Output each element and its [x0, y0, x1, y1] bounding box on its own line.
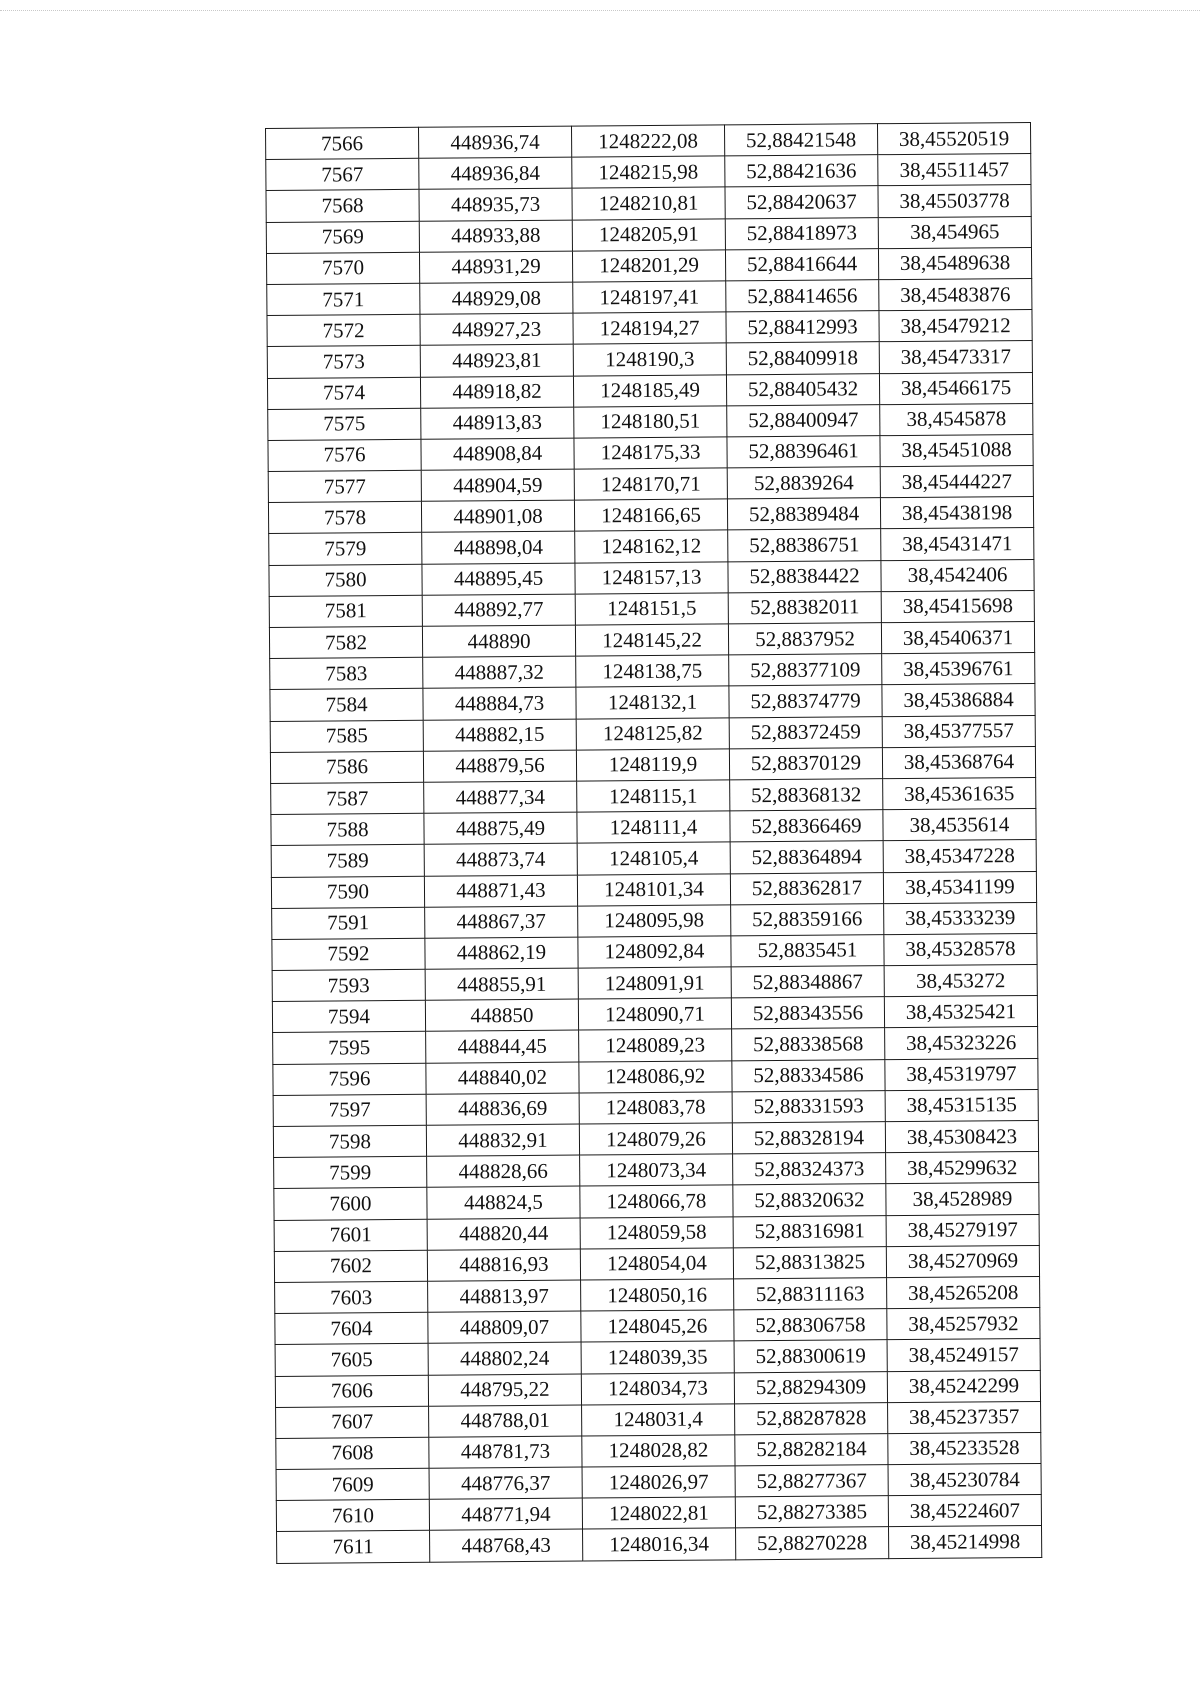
point-number-cell: 7580 [269, 564, 422, 596]
longitude-cell: 38,45406371 [881, 621, 1034, 653]
point-number-cell: 7595 [273, 1032, 426, 1064]
longitude-cell: 38,45473317 [879, 341, 1032, 373]
point-number-cell: 7605 [275, 1344, 428, 1376]
x-coordinate-cell: 448884,73 [423, 687, 576, 719]
y-coordinate-cell: 1248022,81 [582, 1497, 735, 1529]
x-coordinate-cell: 448877,34 [424, 781, 577, 813]
y-coordinate-cell: 1248059,58 [580, 1216, 733, 1248]
point-number-cell: 7585 [270, 720, 423, 752]
point-number-cell: 7610 [276, 1500, 429, 1532]
latitude-cell: 52,88331593 [732, 1090, 885, 1122]
x-coordinate-cell: 448933,88 [419, 220, 572, 252]
latitude-cell: 52,88362817 [730, 872, 883, 904]
y-coordinate-cell: 1248151,5 [575, 593, 728, 625]
longitude-cell: 38,45368764 [882, 746, 1035, 778]
y-coordinate-cell: 1248045,26 [581, 1310, 734, 1342]
y-coordinate-cell: 1248086,92 [579, 1060, 732, 1092]
y-coordinate-cell: 1248119,9 [576, 749, 729, 781]
latitude-cell: 52,88374779 [729, 685, 882, 717]
longitude-cell: 38,45237357 [888, 1401, 1041, 1433]
point-number-cell: 7609 [276, 1468, 429, 1500]
longitude-cell: 38,45265208 [887, 1276, 1040, 1308]
longitude-cell: 38,45431471 [881, 528, 1034, 560]
y-coordinate-cell: 1248016,34 [583, 1528, 736, 1560]
y-coordinate-cell: 1248215,98 [572, 156, 725, 188]
point-number-cell: 7598 [273, 1125, 426, 1157]
point-number-cell: 7601 [274, 1219, 427, 1251]
latitude-cell: 52,88396461 [727, 436, 880, 468]
longitude-cell: 38,45466175 [879, 372, 1032, 404]
x-coordinate-cell: 448929,08 [420, 282, 573, 314]
latitude-cell: 52,88316981 [733, 1215, 886, 1247]
point-number-cell: 7584 [270, 689, 423, 721]
latitude-cell: 52,88382011 [728, 591, 881, 623]
x-coordinate-cell: 448901,08 [421, 500, 574, 532]
y-coordinate-cell: 1248089,23 [579, 1029, 732, 1061]
latitude-cell: 52,88370129 [729, 747, 882, 779]
y-coordinate-cell: 1248095,98 [578, 905, 731, 937]
longitude-cell: 38,45308423 [885, 1120, 1038, 1152]
x-coordinate-cell: 448879,56 [423, 750, 576, 782]
latitude-cell: 52,8835451 [731, 935, 884, 967]
y-coordinate-cell: 1248190,3 [573, 343, 726, 375]
x-coordinate-cell: 448918,82 [420, 376, 573, 408]
x-coordinate-cell: 448820,44 [427, 1218, 580, 1250]
x-coordinate-cell: 448824,5 [427, 1186, 580, 1218]
y-coordinate-cell: 1248101,34 [577, 873, 730, 905]
y-coordinate-cell: 1248028,82 [582, 1435, 735, 1467]
latitude-cell: 52,88328194 [732, 1122, 885, 1154]
x-coordinate-cell: 448908,84 [421, 438, 574, 470]
x-coordinate-cell: 448802,24 [428, 1342, 581, 1374]
y-coordinate-cell: 1248090,71 [578, 998, 731, 1030]
longitude-cell: 38,45242299 [887, 1370, 1040, 1402]
latitude-cell: 52,88324373 [733, 1153, 886, 1185]
point-number-cell: 7590 [271, 876, 424, 908]
y-coordinate-cell: 1248166,65 [574, 499, 727, 531]
point-number-cell: 7583 [270, 657, 423, 689]
point-number-cell: 7570 [266, 252, 419, 284]
latitude-cell: 52,88306758 [734, 1309, 887, 1341]
x-coordinate-cell: 448855,91 [425, 968, 578, 1000]
latitude-cell: 52,88348867 [731, 966, 884, 998]
x-coordinate-cell: 448890 [422, 625, 575, 657]
point-number-cell: 7578 [268, 502, 421, 534]
latitude-cell: 52,88372459 [729, 716, 882, 748]
x-coordinate-cell: 448795,22 [428, 1374, 581, 1406]
point-number-cell: 7581 [269, 595, 422, 627]
y-coordinate-cell: 1248162,12 [575, 530, 728, 562]
latitude-cell: 52,88400947 [727, 404, 880, 436]
y-coordinate-cell: 1248083,78 [579, 1092, 732, 1124]
latitude-cell: 52,88320632 [733, 1184, 886, 1216]
y-coordinate-cell: 1248222,08 [571, 125, 724, 157]
latitude-cell: 52,8837952 [728, 623, 881, 655]
y-coordinate-cell: 1248170,71 [574, 468, 727, 500]
longitude-cell: 38,45377557 [882, 715, 1035, 747]
x-coordinate-cell: 448781,73 [429, 1436, 582, 1468]
point-number-cell: 7599 [274, 1156, 427, 1188]
latitude-cell: 52,88416644 [725, 248, 878, 280]
y-coordinate-cell: 1248185,49 [573, 374, 726, 406]
x-coordinate-cell: 448832,91 [426, 1124, 579, 1156]
point-number-cell: 7606 [275, 1375, 428, 1407]
y-coordinate-cell: 1248205,91 [572, 218, 725, 250]
latitude-cell: 52,8839264 [727, 467, 880, 499]
longitude-cell: 38,45438198 [880, 497, 1033, 529]
latitude-cell: 52,88282184 [735, 1434, 888, 1466]
point-number-cell: 7604 [275, 1312, 428, 1344]
x-coordinate-cell: 448935,73 [419, 188, 572, 220]
point-number-cell: 7566 [266, 127, 419, 159]
y-coordinate-cell: 1248034,73 [581, 1372, 734, 1404]
longitude-cell: 38,45257932 [887, 1308, 1040, 1340]
longitude-cell: 38,4545878 [880, 403, 1033, 435]
longitude-cell: 38,45341199 [883, 871, 1036, 903]
longitude-cell: 38,4535614 [883, 809, 1036, 841]
point-number-cell: 7589 [271, 845, 424, 877]
y-coordinate-cell: 1248157,13 [575, 562, 728, 594]
latitude-cell: 52,88294309 [734, 1371, 887, 1403]
longitude-cell: 38,45483876 [879, 278, 1032, 310]
x-coordinate-cell: 448871,43 [424, 875, 577, 907]
longitude-cell: 38,45214998 [889, 1526, 1042, 1558]
point-number-cell: 7600 [274, 1188, 427, 1220]
longitude-cell: 38,45415698 [881, 590, 1034, 622]
x-coordinate-cell: 448923,81 [420, 344, 573, 376]
y-coordinate-cell: 1248180,51 [574, 406, 727, 438]
point-number-cell: 7577 [268, 470, 421, 502]
longitude-cell: 38,45270969 [886, 1245, 1039, 1277]
y-coordinate-cell: 1248073,34 [580, 1154, 733, 1186]
y-coordinate-cell: 1248115,1 [577, 780, 730, 812]
point-number-cell: 7607 [276, 1406, 429, 1438]
latitude-cell: 52,88300619 [734, 1340, 887, 1372]
point-number-cell: 7567 [266, 158, 419, 190]
longitude-cell: 38,45386884 [882, 684, 1035, 716]
point-number-cell: 7576 [268, 439, 421, 471]
longitude-cell: 38,4542406 [881, 559, 1034, 591]
longitude-cell: 38,45444227 [880, 466, 1033, 498]
longitude-cell: 38,45479212 [879, 310, 1032, 342]
longitude-cell: 38,45299632 [886, 1152, 1039, 1184]
y-coordinate-cell: 1248201,29 [572, 250, 725, 282]
y-coordinate-cell: 1248066,78 [580, 1185, 733, 1217]
y-coordinate-cell: 1248050,16 [581, 1279, 734, 1311]
point-number-cell: 7597 [273, 1094, 426, 1126]
point-number-cell: 7587 [271, 782, 424, 814]
x-coordinate-cell: 448904,59 [421, 469, 574, 501]
longitude-cell: 38,45323226 [885, 1027, 1038, 1059]
latitude-cell: 52,88421548 [724, 124, 877, 156]
coordinates-table-body [266, 122, 1042, 1563]
y-coordinate-cell: 1248210,81 [572, 187, 725, 219]
point-number-cell: 7602 [274, 1250, 427, 1282]
x-coordinate-cell: 448836,69 [426, 1093, 579, 1125]
x-coordinate-cell: 448809,07 [428, 1311, 581, 1343]
point-number-cell: 7593 [272, 969, 425, 1001]
longitude-cell: 38,45333239 [884, 902, 1037, 934]
y-coordinate-cell: 1248092,84 [578, 936, 731, 968]
latitude-cell: 52,88366469 [730, 810, 883, 842]
x-coordinate-cell: 448844,45 [426, 1031, 579, 1063]
latitude-cell: 52,88311163 [734, 1278, 887, 1310]
x-coordinate-cell: 448862,19 [425, 937, 578, 969]
longitude-cell: 38,453272 [884, 965, 1037, 997]
scan-edge-line [0, 10, 1200, 11]
longitude-cell: 38,45503778 [878, 185, 1031, 217]
x-coordinate-cell: 448913,83 [421, 407, 574, 439]
latitude-cell: 52,88414656 [726, 280, 879, 312]
latitude-cell: 52,88412993 [726, 311, 879, 343]
y-coordinate-cell: 1248145,22 [575, 624, 728, 656]
x-coordinate-cell: 448828,66 [427, 1155, 580, 1187]
point-number-cell: 7596 [273, 1063, 426, 1095]
point-number-cell: 7608 [276, 1437, 429, 1469]
longitude-cell: 38,45347228 [883, 840, 1036, 872]
longitude-cell: 38,4528989 [886, 1183, 1039, 1215]
latitude-cell: 52,88409918 [726, 342, 879, 374]
latitude-cell: 52,88389484 [727, 498, 880, 530]
latitude-cell: 52,88334586 [732, 1059, 885, 1091]
x-coordinate-cell: 448873,74 [424, 843, 577, 875]
x-coordinate-cell: 448931,29 [419, 251, 572, 283]
y-coordinate-cell: 1248175,33 [574, 437, 727, 469]
y-coordinate-cell: 1248138,75 [576, 655, 729, 687]
longitude-cell: 38,45511457 [878, 154, 1031, 186]
latitude-cell: 52,88343556 [731, 997, 884, 1029]
longitude-cell: 38,45489638 [878, 247, 1031, 279]
point-number-cell: 7572 [267, 314, 420, 346]
point-number-cell: 7573 [267, 346, 420, 378]
longitude-cell: 38,45325421 [884, 996, 1037, 1028]
longitude-cell: 38,45451088 [880, 434, 1033, 466]
x-coordinate-cell: 448892,77 [422, 594, 575, 626]
latitude-cell: 52,88273385 [735, 1496, 888, 1528]
latitude-cell: 52,88287828 [735, 1402, 888, 1434]
x-coordinate-cell: 448840,02 [426, 1062, 579, 1094]
latitude-cell: 52,88405432 [726, 373, 879, 405]
y-coordinate-cell: 1248031,4 [582, 1404, 735, 1436]
x-coordinate-cell: 448850 [425, 999, 578, 1031]
y-coordinate-cell: 1248054,04 [580, 1248, 733, 1280]
point-number-cell: 7571 [267, 283, 420, 315]
x-coordinate-cell: 448927,23 [420, 313, 573, 345]
latitude-cell: 52,88421636 [725, 155, 878, 187]
x-coordinate-cell: 448875,49 [424, 812, 577, 844]
x-coordinate-cell: 448867,37 [425, 906, 578, 938]
x-coordinate-cell: 448788,01 [429, 1405, 582, 1437]
latitude-cell: 52,88384422 [728, 560, 881, 592]
latitude-cell: 52,88368132 [730, 779, 883, 811]
latitude-cell: 52,88418973 [725, 217, 878, 249]
point-number-cell: 7582 [269, 626, 422, 658]
x-coordinate-cell: 448816,93 [427, 1249, 580, 1281]
x-coordinate-cell: 448887,32 [423, 656, 576, 688]
point-number-cell: 7588 [271, 813, 424, 845]
latitude-cell: 52,88313825 [733, 1246, 886, 1278]
x-coordinate-cell: 448895,45 [422, 563, 575, 595]
longitude-cell: 38,45319797 [885, 1058, 1038, 1090]
y-coordinate-cell: 1248197,41 [573, 281, 726, 313]
longitude-cell: 38,45396761 [882, 653, 1035, 685]
point-number-cell: 7569 [266, 221, 419, 253]
point-number-cell: 7574 [267, 377, 420, 409]
y-coordinate-cell: 1248111,4 [577, 811, 730, 843]
point-number-cell: 7594 [272, 1001, 425, 1033]
point-number-cell: 7592 [272, 938, 425, 970]
latitude-cell: 52,88338568 [732, 1028, 885, 1060]
x-coordinate-cell: 448936,84 [419, 157, 572, 189]
latitude-cell: 52,88377109 [729, 654, 882, 686]
latitude-cell: 52,88420637 [725, 186, 878, 218]
longitude-cell: 38,45233528 [888, 1432, 1041, 1464]
y-coordinate-cell: 1248091,91 [578, 967, 731, 999]
latitude-cell: 52,88359166 [731, 903, 884, 935]
latitude-cell: 52,88270228 [736, 1527, 889, 1559]
x-coordinate-cell: 448768,43 [430, 1529, 583, 1561]
latitude-cell: 52,88364894 [730, 841, 883, 873]
x-coordinate-cell: 448936,74 [418, 126, 571, 158]
y-coordinate-cell: 1248026,97 [582, 1466, 735, 1498]
point-number-cell: 7611 [277, 1531, 430, 1563]
point-number-cell: 7603 [275, 1281, 428, 1313]
coordinates-table [265, 122, 1042, 1564]
y-coordinate-cell: 1248194,27 [573, 312, 726, 344]
y-coordinate-cell: 1248125,82 [576, 717, 729, 749]
x-coordinate-cell: 448882,15 [423, 719, 576, 751]
y-coordinate-cell: 1248039,35 [581, 1341, 734, 1373]
longitude-cell: 38,45224607 [888, 1495, 1041, 1527]
point-number-cell: 7586 [270, 751, 423, 783]
longitude-cell: 38,45315135 [885, 1089, 1038, 1121]
longitude-cell: 38,454965 [878, 216, 1031, 248]
y-coordinate-cell: 1248079,26 [579, 1123, 732, 1155]
x-coordinate-cell: 448898,04 [422, 532, 575, 564]
latitude-cell: 52,88277367 [735, 1465, 888, 1497]
longitude-cell: 38,45361635 [883, 777, 1036, 809]
latitude-cell: 52,88386751 [728, 529, 881, 561]
point-number-cell: 7568 [266, 190, 419, 222]
point-number-cell: 7579 [269, 533, 422, 565]
longitude-cell: 38,45230784 [888, 1464, 1041, 1496]
table-row [277, 1526, 1042, 1563]
longitude-cell: 38,45279197 [886, 1214, 1039, 1246]
x-coordinate-cell: 448813,97 [428, 1280, 581, 1312]
point-number-cell: 7575 [268, 408, 421, 440]
x-coordinate-cell: 448771,94 [429, 1498, 582, 1530]
y-coordinate-cell: 1248132,1 [576, 686, 729, 718]
point-number-cell: 7591 [272, 907, 425, 939]
longitude-cell: 38,45520519 [877, 122, 1030, 154]
longitude-cell: 38,45328578 [884, 933, 1037, 965]
y-coordinate-cell: 1248105,4 [577, 842, 730, 874]
longitude-cell: 38,45249157 [887, 1339, 1040, 1371]
x-coordinate-cell: 448776,37 [429, 1467, 582, 1499]
